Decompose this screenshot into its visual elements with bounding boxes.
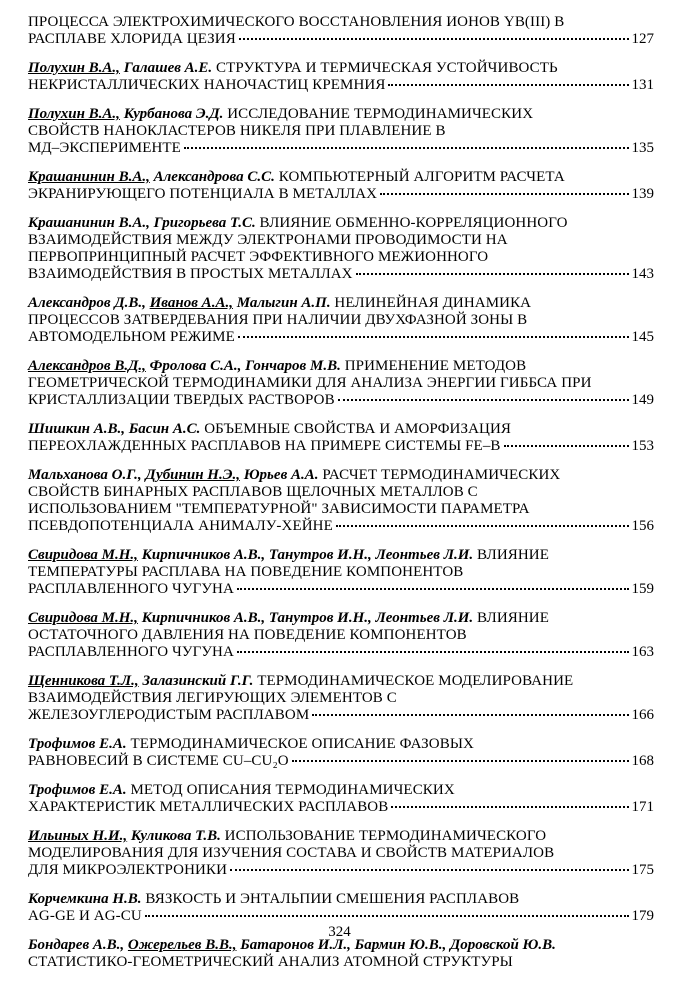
entry-last-line	[28, 954, 654, 971]
toc-entry	[28, 421, 654, 455]
entry-page-number: 179	[631, 908, 654, 924]
entry-page-number: 168	[631, 753, 654, 769]
entry-title-end: РАСПЛАВЛЕННОГО ЧУГУНА	[28, 581, 234, 597]
entry-title-end: СТАТИСТИКО-ГЕОМЕТРИЧЕСКИЙ АНАЛИЗ АТОМНОЙ СТРУКТУРЫ	[28, 954, 513, 970]
entry-first-line	[28, 215, 654, 232]
entry-last-line	[28, 581, 654, 598]
entry-title-end: РАСПЛАВЕ ХЛОРИДА ЦЕЗИЯ	[28, 31, 236, 47]
entry-last-line	[28, 862, 654, 879]
entry-authors: Залазинский Г.Г.	[138, 673, 254, 689]
entry-page-number: 171	[631, 799, 654, 815]
entry-title-end: ПЕРЕОХЛАЖДЕННЫХ РАСПЛАВОВ НА ПРИМЕРЕ СИСТЕМЫ FE–B	[28, 438, 501, 454]
entry-first-line	[28, 421, 654, 438]
entry-title-end: АВТОМОДЕЛЬНОМ РЕЖИМЕ	[28, 329, 235, 345]
entry-authors: Крашанинин В.А.,	[28, 169, 150, 185]
entry-title: ТЕРМОДИНАМИЧЕСКОЕ ОПИСАНИЕ ФАЗОВЫХ	[126, 736, 474, 752]
entry-page-number: 163	[631, 644, 654, 660]
entry-authors: Свиридова М.Н.,	[28, 610, 138, 626]
toc-entry	[28, 673, 654, 724]
entry-page-number: 156	[631, 518, 654, 534]
dot-leader	[338, 398, 629, 401]
entry-title-line: СВОЙСТВ НАНОКЛАСТЕРОВ НИКЕЛЯ ПРИ ПЛАВЛЕНИЕ В	[28, 123, 446, 139]
entry-title: ВЛИЯНИЕ ОБМЕННО-КОРРЕЛЯЦИОННОГО	[255, 215, 568, 231]
toc-entry	[28, 610, 654, 661]
entry-title: ИССЛЕДОВАНИЕ ТЕРМОДИНАМИЧЕСКИХ	[223, 106, 534, 122]
entry-title-line: ПЕРВОПРИНЦИПНЫЙ РАСЧЕТ ЭФФЕКТИВНОГО МЕЖИОННОГО	[28, 249, 489, 265]
dot-leader	[504, 444, 629, 447]
entry-authors: Батаронов И.Л., Бармин Ю.В., Доровской Ю.В.	[236, 937, 556, 953]
dot-leader	[238, 335, 629, 338]
entry-title: МЕТОД ОПИСАНИЯ ТЕРМОДИНАМИЧЕСКИХ	[126, 782, 455, 798]
entry-last-line	[28, 518, 654, 535]
entry-title-end: МД–ЭКСПЕРИМЕНТЕ	[28, 140, 181, 156]
toc-entry	[28, 169, 654, 203]
entry-authors: Мальханова О.Г.,	[28, 467, 146, 483]
entry-authors: Полухин В.А.,	[28, 106, 120, 122]
dot-leader	[237, 587, 629, 590]
entry-authors: Кирпичников А.В., Танутров И.Н., Леонтьев Л.И.	[137, 547, 474, 563]
dot-leader	[184, 146, 629, 149]
entry-title: ВЛИЯНИЕ	[473, 547, 549, 563]
dot-leader	[239, 37, 629, 40]
entry-title: СТРУКТУРА И ТЕРМИЧЕСКАЯ УСТОЙЧИВОСТЬ	[212, 60, 558, 76]
entry-first-line	[28, 736, 654, 753]
entry-title-line: ПРОЦЕССОВ ЗАТВЕРДЕВАНИЯ ПРИ НАЛИЧИИ ДВУХФАЗНОЙ ЗОНЫ В	[28, 312, 528, 328]
entry-title-line: ВЗАИМОДЕЙСТВИЯ ЛЕГИРУЮЩИХ ЭЛЕМЕНТОВ С	[28, 690, 397, 706]
dot-leader	[356, 272, 629, 275]
page-number: 324	[328, 924, 351, 940]
entry-first-line	[28, 891, 654, 908]
toc-entry	[28, 828, 654, 879]
entry-authors: Малыгин А.П.	[232, 295, 331, 311]
entry-authors: Галашев А.Е.	[119, 60, 213, 76]
entry-title-end: ВЗАИМОДЕЙСТВИЯ В ПРОСТЫХ МЕТАЛЛАХ	[28, 266, 353, 282]
entry-last-line	[28, 707, 654, 724]
entry-title-end: РАСПЛАВЛЕННОГО ЧУГУНА	[28, 644, 234, 660]
dot-leader	[230, 868, 628, 871]
entry-authors: Александров В.Д.,	[28, 358, 146, 374]
entry-title-end: AG-GE И AG-CU	[28, 908, 142, 924]
entry-last-line	[28, 392, 654, 409]
toc-entry	[28, 547, 654, 598]
entry-page-number: 143	[631, 266, 654, 282]
entry-title-end: ДЛЯ МИКРОЭЛЕКТРОНИКИ	[28, 862, 228, 878]
entry-title: ВЯЗКОСТЬ И ЭНТАЛЬПИИ СМЕШЕНИЯ РАСПЛАВОВ	[141, 891, 520, 907]
entry-title-line: ОСТАТОЧНОГО ДАВЛЕНИЯ НА ПОВЕДЕНИЕ КОМПОНЕНТОВ	[28, 627, 467, 643]
entry-title-line: ПРОЦЕССА ЭЛЕКТРОХИМИЧЕСКОГО ВОССТАНОВЛЕНИЯ ИОНОВ YB(III) В	[28, 14, 565, 30]
entry-title: ТЕРМОДИНАМИЧЕСКОЕ МОДЕЛИРОВАНИЕ	[253, 673, 574, 689]
entry-title: ВЛИЯНИЕ	[473, 610, 549, 626]
entry-title-line: ВЗАИМОДЕЙСТВИЯ МЕЖДУ ЭЛЕКТРОНАМИ ПРОВОДИМОСТИ НА	[28, 232, 508, 248]
entry-authors: Курбанова Э.Д.	[119, 106, 224, 122]
entry-title-end: ХАРАКТЕРИСТИК МЕТАЛЛИЧЕСКИХ РАСПЛАВОВ	[28, 799, 389, 815]
entry-authors: Иванов А.А.,	[149, 295, 233, 311]
dot-leader	[312, 713, 628, 716]
entry-last-line	[28, 77, 654, 94]
entry-first-line	[28, 547, 654, 564]
entry-title-end: ЭКРАНИРУЮЩЕГО ПОТЕНЦИАЛА В МЕТАЛЛАХ	[28, 186, 378, 202]
dot-leader	[336, 524, 629, 527]
entry-first-line	[28, 828, 654, 845]
entry-first-line	[28, 610, 654, 627]
entry-page-number: 139	[631, 186, 654, 202]
entry-first-line	[28, 673, 654, 690]
dot-leader	[145, 914, 629, 917]
entry-authors: Александров Д.В.,	[28, 295, 150, 311]
toc-entry	[28, 215, 654, 283]
toc-entry	[28, 106, 654, 157]
entry-first-line	[28, 358, 654, 375]
toc-entry	[28, 467, 654, 535]
entry-authors: Дубинин Н.Э.,	[145, 467, 240, 483]
entry-page-number: 153	[631, 438, 654, 454]
entry-authors: Трофимов Е.А.	[28, 782, 127, 798]
entry-authors: Ильиных Н.И.,	[28, 828, 128, 844]
entry-title: НЕЛИНЕЙНАЯ ДИНАМИКА	[330, 295, 532, 311]
entry-first-line	[28, 467, 654, 484]
entry-title-end: ПСЕВДОПОТЕНЦИАЛА АНИМАЛУ-ХЕЙНЕ	[28, 518, 333, 534]
entry-authors: Трофимов Е.А.	[28, 736, 127, 752]
toc-entry	[28, 358, 654, 409]
entry-title: ПРИМЕНЕНИЕ МЕТОДОВ	[340, 358, 527, 374]
entry-last-line	[28, 644, 654, 661]
entry-title-line: ИСПОЛЬЗОВАНИЕМ "ТЕМПЕРАТУРНОЙ" ЗАВИСИМОСТИ ПАРАМЕТРА	[28, 501, 530, 517]
entry-page-number: 127	[631, 31, 654, 47]
entry-title-line: МОДЕЛИРОВАНИЯ ДЛЯ ИЗУЧЕНИЯ СОСТАВА И СВОЙСТВ МАТЕРИАЛОВ	[28, 845, 555, 861]
table-of-contents	[28, 14, 654, 983]
entry-authors: Юрьев А.А.	[239, 467, 319, 483]
entry-last-line	[28, 799, 654, 816]
entry-authors: Бондарев А.В.,	[28, 937, 128, 953]
entry-title-line: ГЕОМЕТРИЧЕСКОЙ ТЕРМОДИНАМИКИ ДЛЯ АНАЛИЗА ЭНЕРГИИ ГИББСА ПРИ	[28, 375, 592, 391]
entry-page-number: 175	[631, 862, 654, 878]
entry-last-line	[28, 753, 654, 770]
entry-authors: Свиридова М.Н.,	[28, 547, 138, 563]
entry-page-number: 131	[631, 77, 654, 93]
entry-authors: Кирпичников А.В., Танутров И.Н., Леонтьев Л.И.	[137, 610, 474, 626]
entry-title: КОМПЬЮТЕРНЫЙ АЛГОРИТМ РАСЧЕТА	[274, 169, 565, 185]
entry-first-line	[28, 295, 654, 312]
entry-page-number: 149	[631, 392, 654, 408]
entry-title-end: НЕКРИСТАЛЛИЧЕСКИХ НАНОЧАСТИЦ КРЕМНИЯ	[28, 77, 386, 93]
entry-authors: Щенникова Т.Л.,	[28, 673, 139, 689]
entry-last-line	[28, 438, 654, 455]
entry-title-line: ТЕМПЕРАТУРЫ РАСПЛАВА НА ПОВЕДЕНИЕ КОМПОНЕНТОВ	[28, 564, 464, 580]
entry-last-line	[28, 329, 654, 346]
toc-entry	[28, 736, 654, 770]
entry-authors: Корчемкина Н.В.	[28, 891, 142, 907]
entry-title-end: ЖЕЛЕЗОУГЛЕРОДИСТЫМ РАСПЛАВОМ	[28, 707, 310, 723]
entry-first-line	[28, 169, 654, 186]
entry-last-line	[28, 186, 654, 203]
entry-authors: Басин А.С.	[128, 421, 201, 437]
entry-page-number: 166	[631, 707, 654, 723]
dot-leader	[391, 805, 628, 808]
entry-authors: Ожерельев В.В.,	[127, 937, 237, 953]
entry-title-end: РАВНОВЕСИЙ В СИСТЕМЕ CU–CU₂O	[28, 753, 289, 769]
toc-entry	[28, 891, 654, 925]
entry-authors: Крашанинин В.А., Григорьева Т.С.	[28, 215, 256, 231]
dot-leader	[388, 83, 628, 86]
entry-first-line	[28, 782, 654, 799]
toc-entry	[28, 60, 654, 94]
entry-title-end: КРИСТАЛЛИЗАЦИИ ТВЕРДЫХ РАСТВОРОВ	[28, 392, 335, 408]
toc-entry	[28, 295, 654, 346]
entry-title: ИСПОЛЬЗОВАНИЕ ТЕРМОДИНАМИЧЕСКОГО	[220, 828, 547, 844]
entry-last-line	[28, 31, 654, 48]
entry-first-line	[28, 60, 654, 77]
dot-leader	[380, 192, 628, 195]
entry-title: РАСЧЕТ ТЕРМОДИНАМИЧЕСКИХ	[318, 467, 561, 483]
entry-title-line: СВОЙСТВ БИНАРНЫХ РАСПЛАВОВ ЩЕЛОЧНЫХ МЕТАЛЛОВ С	[28, 484, 478, 500]
entry-authors: Полухин В.А.,	[28, 60, 120, 76]
entry-last-line	[28, 140, 654, 157]
entry-authors: Фролова С.А., Гончаров М.В.	[145, 358, 341, 374]
dot-leader	[237, 650, 629, 653]
entry-title: ОБЪЕМНЫЕ СВОЙСТВА И АМОРФИЗАЦИЯ	[200, 421, 511, 437]
entry-authors: Александрова С.С.	[149, 169, 275, 185]
entry-first-line	[28, 106, 654, 123]
entry-last-line	[28, 908, 654, 925]
entry-page-number: 145	[631, 329, 654, 345]
dot-leader	[292, 759, 629, 762]
entry-page-number: 135	[631, 140, 654, 156]
toc-entry	[28, 937, 654, 971]
toc-entry	[28, 14, 654, 48]
entry-authors: Куликова Т.В.	[127, 828, 221, 844]
toc-entry	[28, 782, 654, 816]
entry-authors: Шишкин А.В.,	[28, 421, 129, 437]
entry-page-number: 159	[631, 581, 654, 597]
entry-last-line	[28, 266, 654, 283]
